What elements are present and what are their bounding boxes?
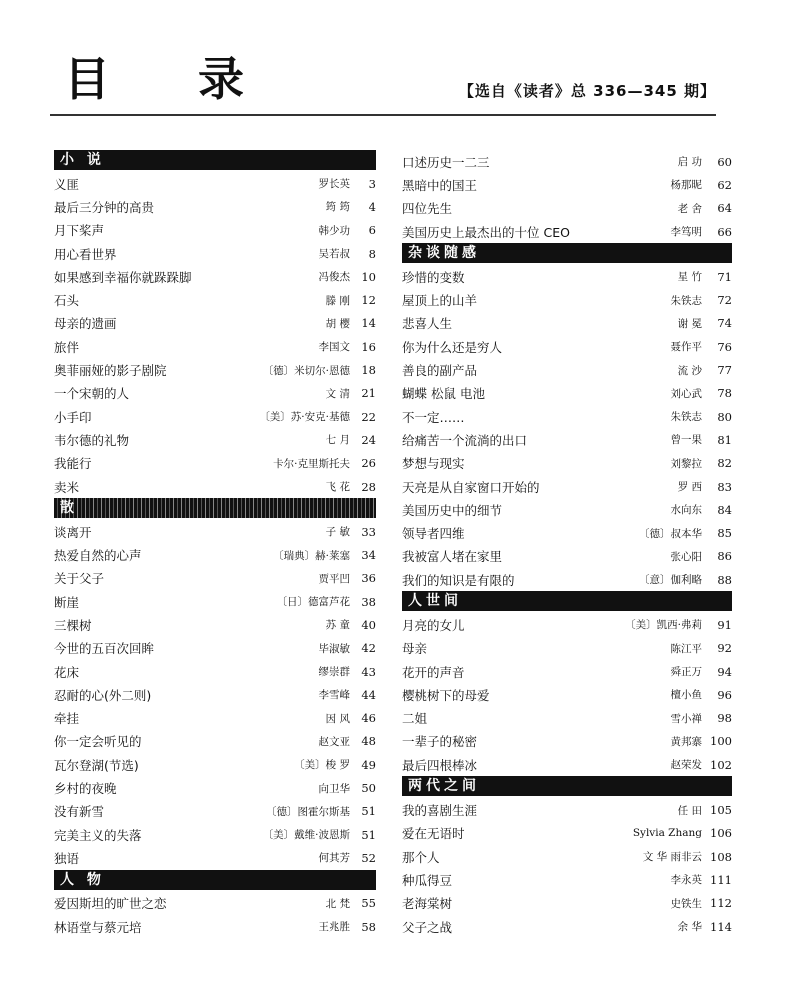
toc-entry <box>402 892 732 915</box>
entry-author: 谢 冕 <box>677 317 702 330</box>
entry-page: 24 <box>361 432 376 447</box>
toc-entry <box>402 521 732 544</box>
entry-author: 余 华 <box>677 921 702 934</box>
toc-entry <box>402 868 732 891</box>
entry-author: 因 风 <box>325 712 350 725</box>
entry-title: 美国历史上最杰出的十位 CEO <box>402 224 570 240</box>
entry-author: 朱铁志 <box>670 294 702 307</box>
entry-title: 爱因斯坦的旷世之恋 <box>54 896 167 912</box>
entry-page: 112 <box>710 896 732 911</box>
entry-title: 小手印 <box>54 409 92 425</box>
entry-author: 毕淑敏 <box>318 642 350 655</box>
toc-entry <box>402 568 732 591</box>
toc-entry <box>54 730 376 753</box>
toc-entry <box>54 335 376 358</box>
entry-author: 〔美〕戴维·波恩斯 <box>262 829 350 842</box>
entry-page: 42 <box>361 641 376 656</box>
entry-page: 10 <box>361 269 376 284</box>
entry-page: 72 <box>717 293 732 308</box>
toc-entry <box>54 358 376 381</box>
entry-title: 花床 <box>54 664 80 680</box>
entry-page: 6 <box>368 223 376 238</box>
entry-title: 关于父子 <box>54 571 105 587</box>
entry-title: 种瓜得豆 <box>402 872 453 888</box>
entry-page: 40 <box>361 617 376 632</box>
entry-page: 28 <box>361 479 376 494</box>
entry-author: 罗 西 <box>677 481 702 493</box>
entry-author: 胡 樱 <box>325 317 350 330</box>
toc-entry <box>54 776 376 799</box>
entry-author: 赵文亚 <box>318 735 350 748</box>
entry-page: 85 <box>717 526 732 541</box>
entry-title: 老海棠树 <box>402 896 453 912</box>
entry-author: 冯俊杰 <box>318 271 350 284</box>
entry-page: 98 <box>717 711 732 726</box>
entry-title: 四位先生 <box>402 201 453 217</box>
entry-author: Sylvia Zhang <box>632 827 702 840</box>
toc-entry <box>402 637 732 660</box>
entry-page: 51 <box>361 827 376 842</box>
entry-title: 屋顶上的山羊 <box>402 293 478 309</box>
right-column <box>402 150 732 938</box>
toc-entry <box>402 845 732 868</box>
entry-title: 樱桃树下的母爱 <box>402 687 490 703</box>
toc-entry <box>54 915 376 938</box>
entry-page: 48 <box>361 734 376 749</box>
entry-page: 33 <box>361 524 376 539</box>
page-title: 目 录 <box>64 52 281 106</box>
entry-page: 46 <box>361 711 376 726</box>
entry-author: 赵荣发 <box>670 759 702 772</box>
entry-title: 父子之战 <box>402 919 453 935</box>
entry-author: 聂作平 <box>670 341 702 354</box>
entry-author: 〔美〕苏·安克·基德 <box>259 411 350 424</box>
entry-author: 〔瑞典〕赫·莱塞 <box>273 549 350 562</box>
entry-title: 月亮的女儿 <box>402 617 465 633</box>
entry-author: 何其芳 <box>318 852 350 865</box>
page-subtitle: 【选自《读者》总 336—345 期】 <box>458 82 716 100</box>
entry-title: 天亮是从自家窗口开始的 <box>402 479 540 495</box>
entry-author: 北 梵 <box>325 897 350 910</box>
section-header: 散 <box>54 498 376 518</box>
entry-title: 我能行 <box>54 456 92 472</box>
toc-entry <box>402 265 732 288</box>
entry-page: 94 <box>717 664 732 679</box>
entry-author: 任 田 <box>677 804 702 817</box>
entry-page: 82 <box>717 456 732 471</box>
entry-page: 22 <box>361 409 376 424</box>
entry-title: 三棵树 <box>54 617 92 633</box>
toc-entry <box>54 637 376 660</box>
toc-entry <box>402 915 732 938</box>
entry-page: 3 <box>368 176 376 191</box>
entry-author: 舜正万 <box>670 666 702 679</box>
toc-entry <box>54 312 376 335</box>
toc-entry <box>402 382 732 405</box>
toc-entry <box>402 545 732 568</box>
entry-page: 91 <box>717 617 732 632</box>
entry-page: 26 <box>361 456 376 471</box>
toc-entry <box>402 683 732 706</box>
entry-author: 曾一果 <box>670 434 702 447</box>
toc-entry <box>402 428 732 451</box>
entry-title: 牵挂 <box>54 711 80 727</box>
toc-entry <box>54 613 376 636</box>
entry-title: 我被富人堵在家里 <box>402 549 503 565</box>
entry-author: 吴若叔 <box>318 248 350 261</box>
entry-page: 50 <box>361 781 376 796</box>
entry-author: 七 月 <box>325 434 350 447</box>
toc-entry <box>402 335 732 358</box>
section-header: 小 说 <box>54 150 376 170</box>
toc-entry <box>54 265 376 288</box>
entry-page: 111 <box>710 872 732 887</box>
toc-entry <box>402 173 732 196</box>
entry-title: 一个宋朝的人 <box>54 386 130 402</box>
toc-entry <box>402 753 732 776</box>
entry-title: 珍惜的变数 <box>402 269 465 285</box>
entry-page: 38 <box>361 594 376 609</box>
toc-entry <box>402 150 732 173</box>
entry-page: 14 <box>361 316 376 331</box>
entry-title: 旅伴 <box>54 339 80 355</box>
section-header: 两代之间 <box>402 776 732 796</box>
entry-title: 忍耐的心(外二则) <box>54 687 152 703</box>
entry-title: 如果感到幸福你就跺跺脚 <box>54 269 192 285</box>
toc-entry <box>54 707 376 730</box>
entry-title: 林语堂与蔡元培 <box>54 919 142 935</box>
entry-title: 谈离开 <box>54 524 92 540</box>
entry-author: 韩少功 <box>318 224 350 237</box>
entry-page: 52 <box>361 850 376 865</box>
entry-page: 86 <box>717 549 732 564</box>
toc-entry <box>54 172 376 195</box>
toc-entry <box>402 660 732 683</box>
entry-title: 黑暗中的国王 <box>402 177 478 193</box>
entry-title: 热爱自然的心声 <box>54 548 142 564</box>
entry-author: 〔日〕德富芦花 <box>276 596 350 609</box>
entry-author: 李雪峰 <box>318 689 350 702</box>
entry-title: 那个人 <box>402 849 440 865</box>
entry-author: 张心阳 <box>670 550 702 563</box>
toc-entry <box>54 800 376 823</box>
entry-page: 4 <box>368 199 376 214</box>
entry-title: 一辈子的秘密 <box>402 734 478 750</box>
toc-entry <box>402 707 732 730</box>
entry-page: 16 <box>361 339 376 354</box>
toc-entry <box>54 543 376 566</box>
toc-entry <box>402 475 732 498</box>
entry-title: 韦尔德的礼物 <box>54 432 130 448</box>
entry-page: 8 <box>368 246 376 261</box>
entry-author: 〔德〕图霍尔斯基 <box>266 805 350 818</box>
entry-title: 美国历史中的细节 <box>402 502 503 518</box>
entry-page: 106 <box>710 826 732 841</box>
entry-author: 苏 童 <box>325 619 350 632</box>
entry-author: 王兆胜 <box>318 921 350 934</box>
entry-author: 〔德〕叔本华 <box>639 527 702 540</box>
entry-author: 启 功 <box>677 156 702 169</box>
toc-entry <box>402 452 732 475</box>
entry-author: 筠 筠 <box>325 201 350 214</box>
entry-title: 蝴蝶 松鼠 电池 <box>402 386 485 402</box>
entry-page: 51 <box>361 804 376 819</box>
entry-author: 刘心武 <box>670 387 702 400</box>
entry-page: 44 <box>361 687 376 702</box>
entry-page: 64 <box>717 201 732 216</box>
entry-title: 你为什么还是穷人 <box>402 339 503 355</box>
entry-author: 李国文 <box>318 341 350 354</box>
entry-page: 55 <box>361 896 376 911</box>
entry-author: 陈江平 <box>670 642 702 655</box>
toc-entry <box>54 242 376 265</box>
entry-author: 黄邦寨 <box>670 735 702 748</box>
toc-entry <box>402 220 732 243</box>
entry-page: 21 <box>361 386 376 401</box>
header-rule <box>50 114 716 116</box>
entry-author: 滕 刚 <box>325 294 350 307</box>
entry-title: 给痛苦一个流淌的出口 <box>402 432 528 448</box>
toc-entry <box>402 358 732 381</box>
entry-page: 108 <box>710 849 732 864</box>
entry-title: 悲喜人生 <box>402 316 453 332</box>
toc-entry <box>54 219 376 242</box>
entry-page: 58 <box>361 919 376 934</box>
toc-entry <box>402 730 732 753</box>
entry-page: 102 <box>710 757 732 772</box>
entry-author: 缪崇群 <box>318 666 350 679</box>
entry-title: 石头 <box>54 293 80 309</box>
entry-page: 114 <box>710 919 732 934</box>
entry-page: 43 <box>361 664 376 679</box>
entry-title: 我的喜剧生涯 <box>402 803 478 819</box>
entry-author: 流 沙 <box>677 364 702 377</box>
toc-entry <box>402 197 732 220</box>
entry-author: 卡尔·克里斯托夫 <box>273 457 350 470</box>
entry-page: 36 <box>361 571 376 586</box>
entry-title: 月下桨声 <box>54 223 105 239</box>
section-header: 人 物 <box>54 870 376 890</box>
entry-page: 84 <box>717 502 732 517</box>
entry-author: 向卫华 <box>318 782 350 795</box>
entry-title: 瓦尔登湖(节选) <box>54 757 139 773</box>
entry-page: 62 <box>717 177 732 192</box>
entry-title: 领导者四维 <box>402 526 465 542</box>
toc-entry <box>402 288 732 311</box>
toc-entry <box>54 660 376 683</box>
entry-author: 星 竹 <box>677 271 702 284</box>
entry-title: 善良的副产品 <box>402 363 478 379</box>
toc-entry <box>54 520 376 543</box>
entry-page: 76 <box>717 339 732 354</box>
entry-title: 最后四根棒冰 <box>402 757 478 773</box>
toc-entry <box>402 405 732 428</box>
toc-entry <box>54 382 376 405</box>
entry-page: 80 <box>717 409 732 424</box>
entry-author: 〔德〕米切尔·恩德 <box>262 364 350 377</box>
entry-title: 你一定会听见的 <box>54 734 142 750</box>
toc-entry <box>402 798 732 821</box>
entry-author: 李笃明 <box>670 226 702 239</box>
entry-title: 没有新雪 <box>54 804 105 820</box>
toc-entry <box>54 288 376 311</box>
entry-title: 今世的五百次回眸 <box>54 641 155 657</box>
entry-title: 爱在无语时 <box>402 826 465 842</box>
entry-page: 105 <box>710 803 732 818</box>
toc-entry <box>54 590 376 613</box>
entry-author: 〔美〕凯西·弗莉 <box>625 619 702 632</box>
entry-author: 飞 花 <box>325 481 350 493</box>
entry-author: 檀小鱼 <box>670 689 702 702</box>
toc-entry <box>54 452 376 475</box>
section-header: 杂谈随感 <box>402 243 732 263</box>
entry-title: 口述历史一二三 <box>402 154 490 170</box>
entry-title: 断崖 <box>54 594 80 610</box>
entry-author: 贾平凹 <box>318 572 350 585</box>
toc-entry <box>54 405 376 428</box>
toc-entry <box>54 475 376 498</box>
section-header: 人世间 <box>402 591 732 611</box>
entry-page: 71 <box>717 269 732 284</box>
entry-page: 100 <box>710 734 732 749</box>
entry-title: 二姐 <box>402 711 428 727</box>
entry-author: 文 华 雨非云 <box>642 851 702 864</box>
entry-title: 最后三分钟的高贵 <box>54 199 155 215</box>
toc-entry <box>54 753 376 776</box>
entry-title: 奥菲丽娅的影子剧院 <box>54 363 167 379</box>
entry-page: 81 <box>717 432 732 447</box>
entry-author: 史铁生 <box>670 897 702 910</box>
entry-title: 母亲 <box>402 641 428 657</box>
toc-entry <box>402 822 732 845</box>
entry-author: 〔美〕梭 罗 <box>294 759 350 772</box>
entry-page: 12 <box>361 293 376 308</box>
toc-entry <box>54 846 376 869</box>
entry-author: 水向东 <box>670 504 702 517</box>
toc-entry <box>54 567 376 590</box>
entry-title: 不一定…… <box>402 409 465 425</box>
entry-page: 83 <box>717 479 732 494</box>
entry-author: 杨那昵 <box>670 179 702 192</box>
toc-entry <box>402 498 732 521</box>
entry-title: 义匪 <box>54 176 80 192</box>
entry-page: 60 <box>717 154 732 169</box>
entry-page: 49 <box>361 757 376 772</box>
entry-author: 罗长英 <box>318 178 350 191</box>
entry-page: 88 <box>717 572 732 587</box>
left-column <box>54 150 376 938</box>
entry-page: 77 <box>717 363 732 378</box>
entry-author: 老 舍 <box>677 202 702 215</box>
entry-author: 文 清 <box>325 387 350 400</box>
toc-entry <box>54 823 376 846</box>
entry-title: 完美主义的失落 <box>54 827 142 843</box>
toc-entry <box>54 683 376 706</box>
entry-page: 92 <box>717 641 732 656</box>
entry-title: 花开的声音 <box>402 664 465 680</box>
entry-title: 乡村的夜晚 <box>54 781 117 797</box>
entry-author: 子 敏 <box>325 526 350 539</box>
entry-author: 朱铁志 <box>670 411 702 424</box>
entry-title: 梦想与现实 <box>402 456 465 472</box>
toc-entry <box>54 892 376 915</box>
entry-author: 刘黎拉 <box>670 457 702 470</box>
entry-page: 66 <box>717 224 732 239</box>
toc-entry <box>402 312 732 335</box>
entry-author: 李永英 <box>670 874 702 887</box>
entry-title: 母亲的遗画 <box>54 316 117 332</box>
entry-title: 卖米 <box>54 479 80 495</box>
entry-page: 96 <box>717 687 732 702</box>
entry-page: 18 <box>361 363 376 378</box>
entry-title: 我们的知识是有限的 <box>402 572 515 588</box>
toc-entry <box>402 613 732 636</box>
toc-entry <box>54 428 376 451</box>
entry-author: 〔意〕伽利略 <box>639 574 702 587</box>
entry-title: 独语 <box>54 850 80 866</box>
entry-page: 78 <box>717 386 732 401</box>
entry-author: 雪小禅 <box>670 712 702 725</box>
toc-entry <box>54 195 376 218</box>
entry-title: 用心看世界 <box>54 246 117 262</box>
entry-page: 34 <box>361 548 376 563</box>
entry-page: 74 <box>717 316 732 331</box>
